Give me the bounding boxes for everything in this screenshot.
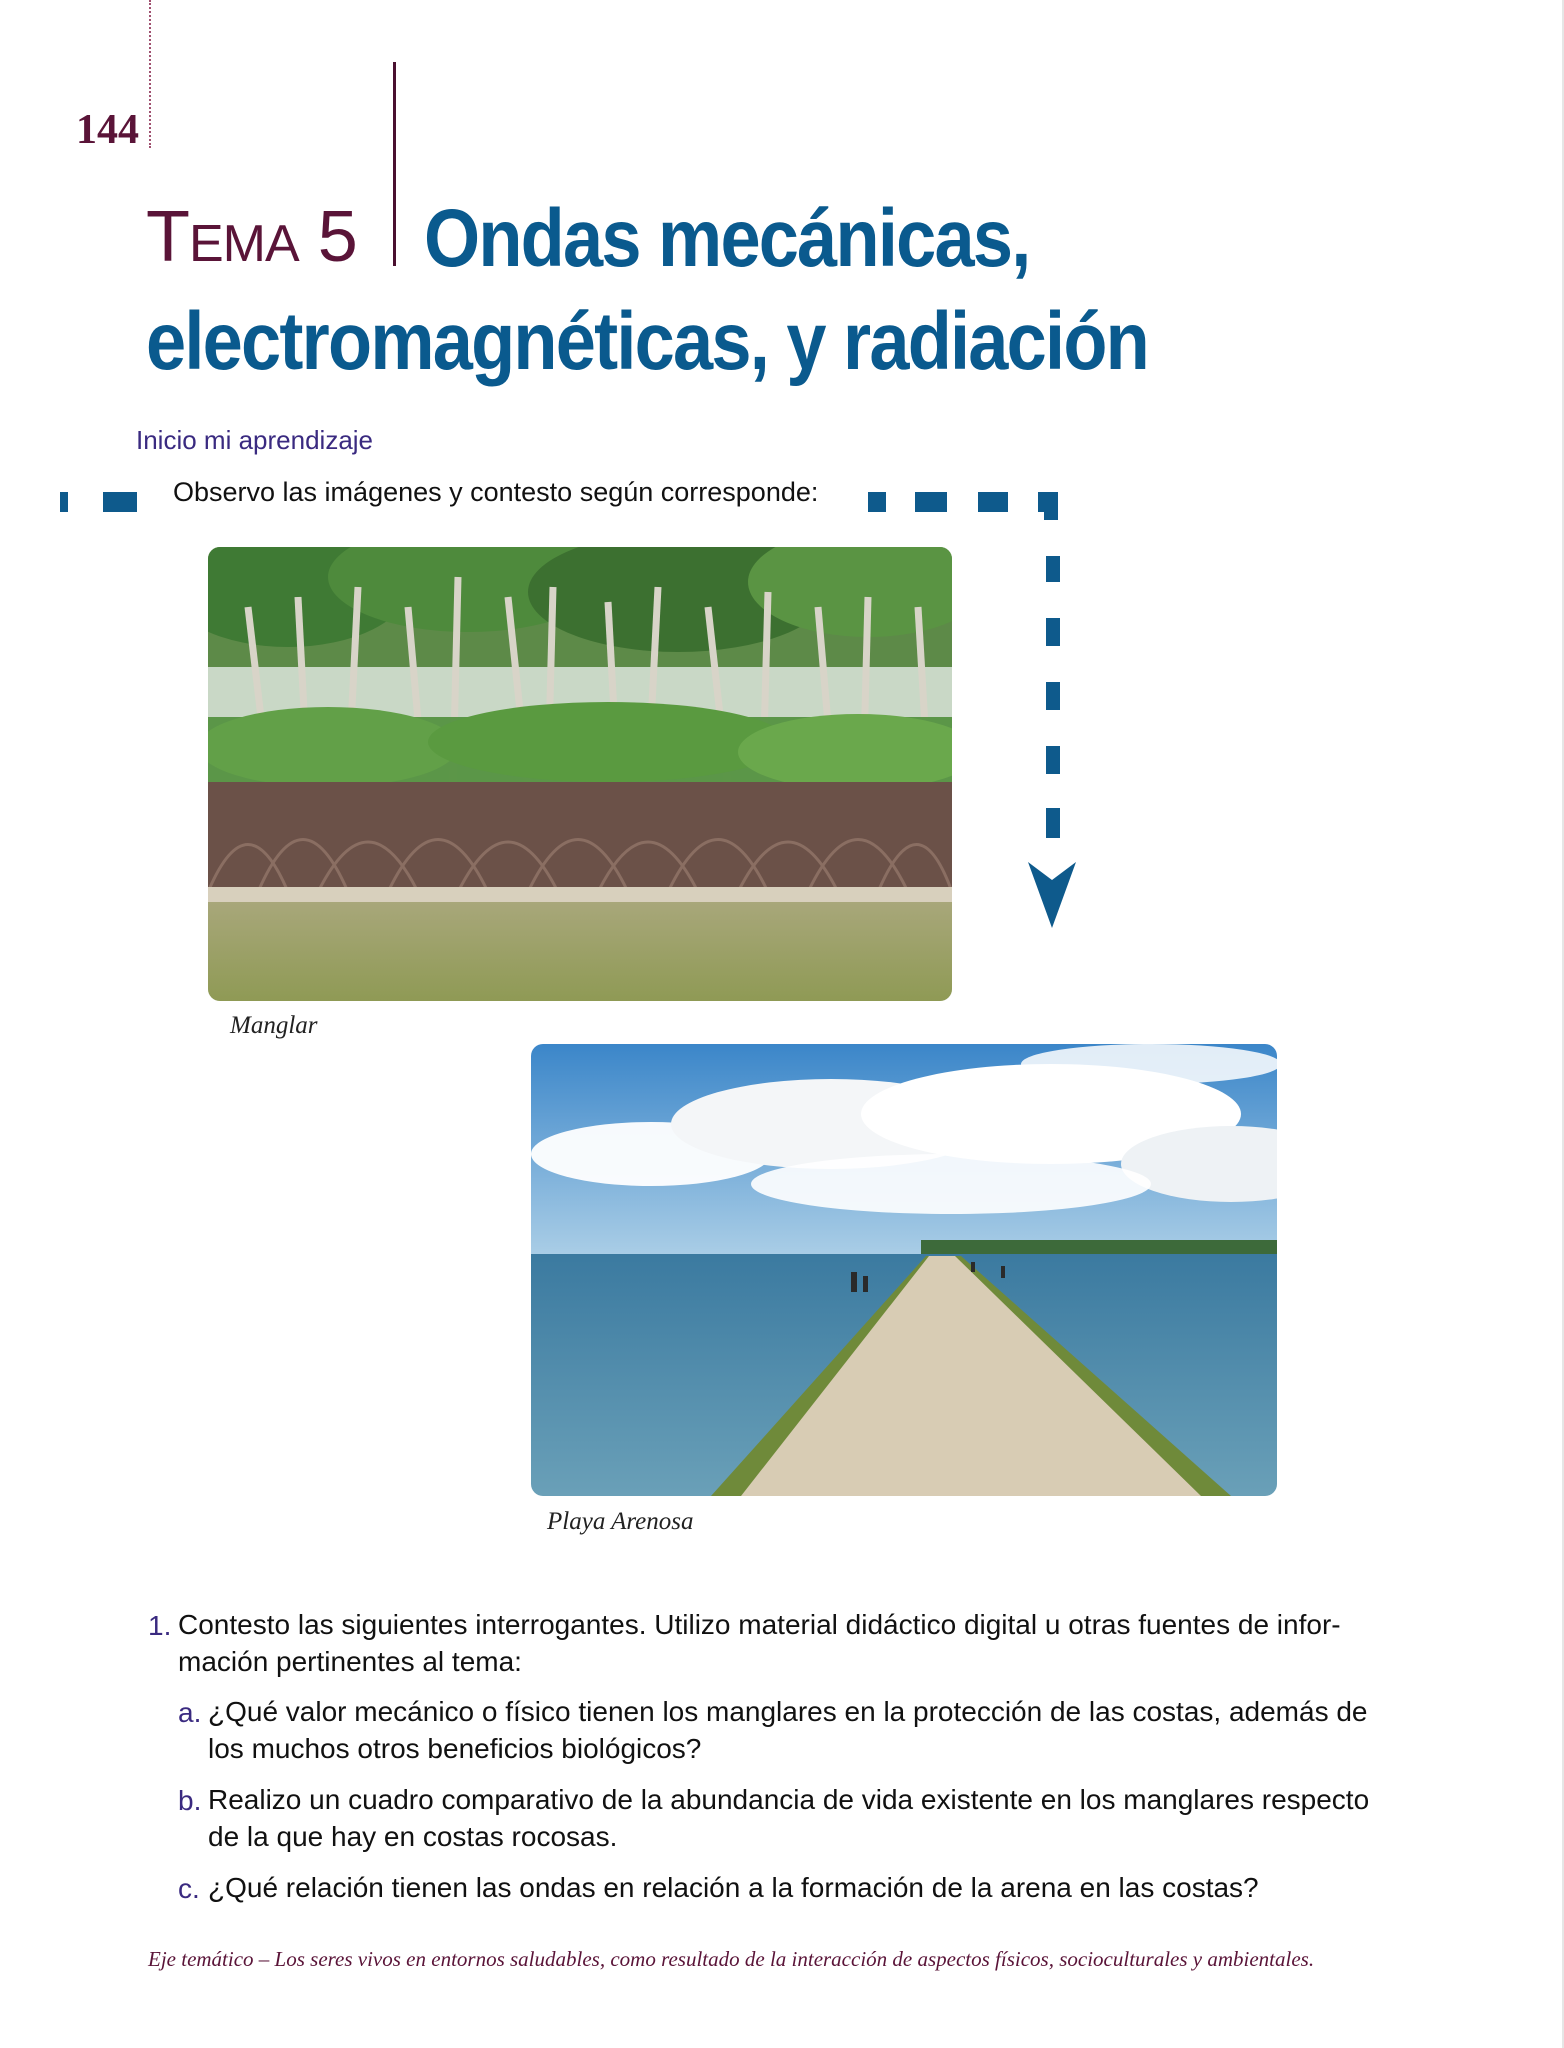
question-intro-line-1: Contesto las siguientes interrogantes. Utilizo material didáctico digital u otras fuentes de infor- <box>178 1609 1341 1640</box>
arrow-dash <box>1046 556 1060 582</box>
question-a-line-1: ¿Qué valor mecánico o físico tienen los manglares en la protección de las costas, además de <box>208 1696 1368 1727</box>
section-label: Inicio mi aprendizaje <box>136 425 374 455</box>
tema-first-letter: T <box>146 197 189 277</box>
page-title-line-1: Ondas mecánicas, <box>424 193 1030 284</box>
arrow-dash <box>1046 746 1060 774</box>
page-title-line-2: electromagnéticas, y radiación <box>146 296 1148 387</box>
tema-number: 5 <box>317 197 357 277</box>
question-b-letter: b. <box>178 1785 202 1816</box>
question-a <box>208 1693 1428 1767</box>
tema-rest: EMA <box>188 215 299 273</box>
arrow-dash <box>1046 618 1060 646</box>
question-b <box>208 1781 1428 1855</box>
margin-dotted-rule <box>149 0 151 148</box>
question-c <box>208 1869 1428 1906</box>
arrow-dash <box>103 492 137 512</box>
arrow-dash <box>1038 492 1058 512</box>
page-number: 144 <box>76 107 139 153</box>
question-c-letter: c. <box>178 1873 200 1904</box>
question-intro-line-2: mación pertinentes al tema: <box>178 1646 522 1677</box>
arrow-dash <box>915 492 947 512</box>
beach-caption: Playa Arenosa <box>547 1508 694 1535</box>
mangrove-photo <box>208 547 952 1001</box>
title-divider <box>393 62 396 266</box>
arrow-head-icon <box>1028 862 1076 928</box>
arrow-dash <box>60 492 68 512</box>
beach-photo <box>531 1044 1277 1496</box>
question-b-line-2: de la que hay en costas rocosas. <box>208 1821 618 1852</box>
mangrove-caption: Manglar <box>230 1012 318 1039</box>
question-intro <box>178 1606 1408 1680</box>
question-number: 1. <box>148 1610 172 1641</box>
arrow-dash <box>978 492 1008 512</box>
arrow-dash <box>1046 808 1060 838</box>
footer-thematic-axis: Eje temático – Los seres vivos en entornos saludables, como resultado de la interacción de aspectos físicos, socioculturales y ambientales. <box>148 1947 1315 1971</box>
arrow-dash <box>868 492 886 512</box>
arrow-dash <box>1044 510 1058 520</box>
question-c-line-1: ¿Qué relación tienen las ondas en relación a la formación de la arena en las costas? <box>208 1872 1259 1903</box>
instruction-text: Observo las imágenes y contesto según corresponde: <box>173 477 819 507</box>
question-b-line-1: Realizo un cuadro comparativo de la abundancia de vida existente en los manglares respecto <box>208 1784 1370 1815</box>
question-a-line-2: los muchos otros beneficios biológicos? <box>208 1733 702 1764</box>
question-a-letter: a. <box>178 1697 202 1728</box>
tema-label <box>146 196 357 278</box>
arrow-dash <box>1046 682 1060 710</box>
